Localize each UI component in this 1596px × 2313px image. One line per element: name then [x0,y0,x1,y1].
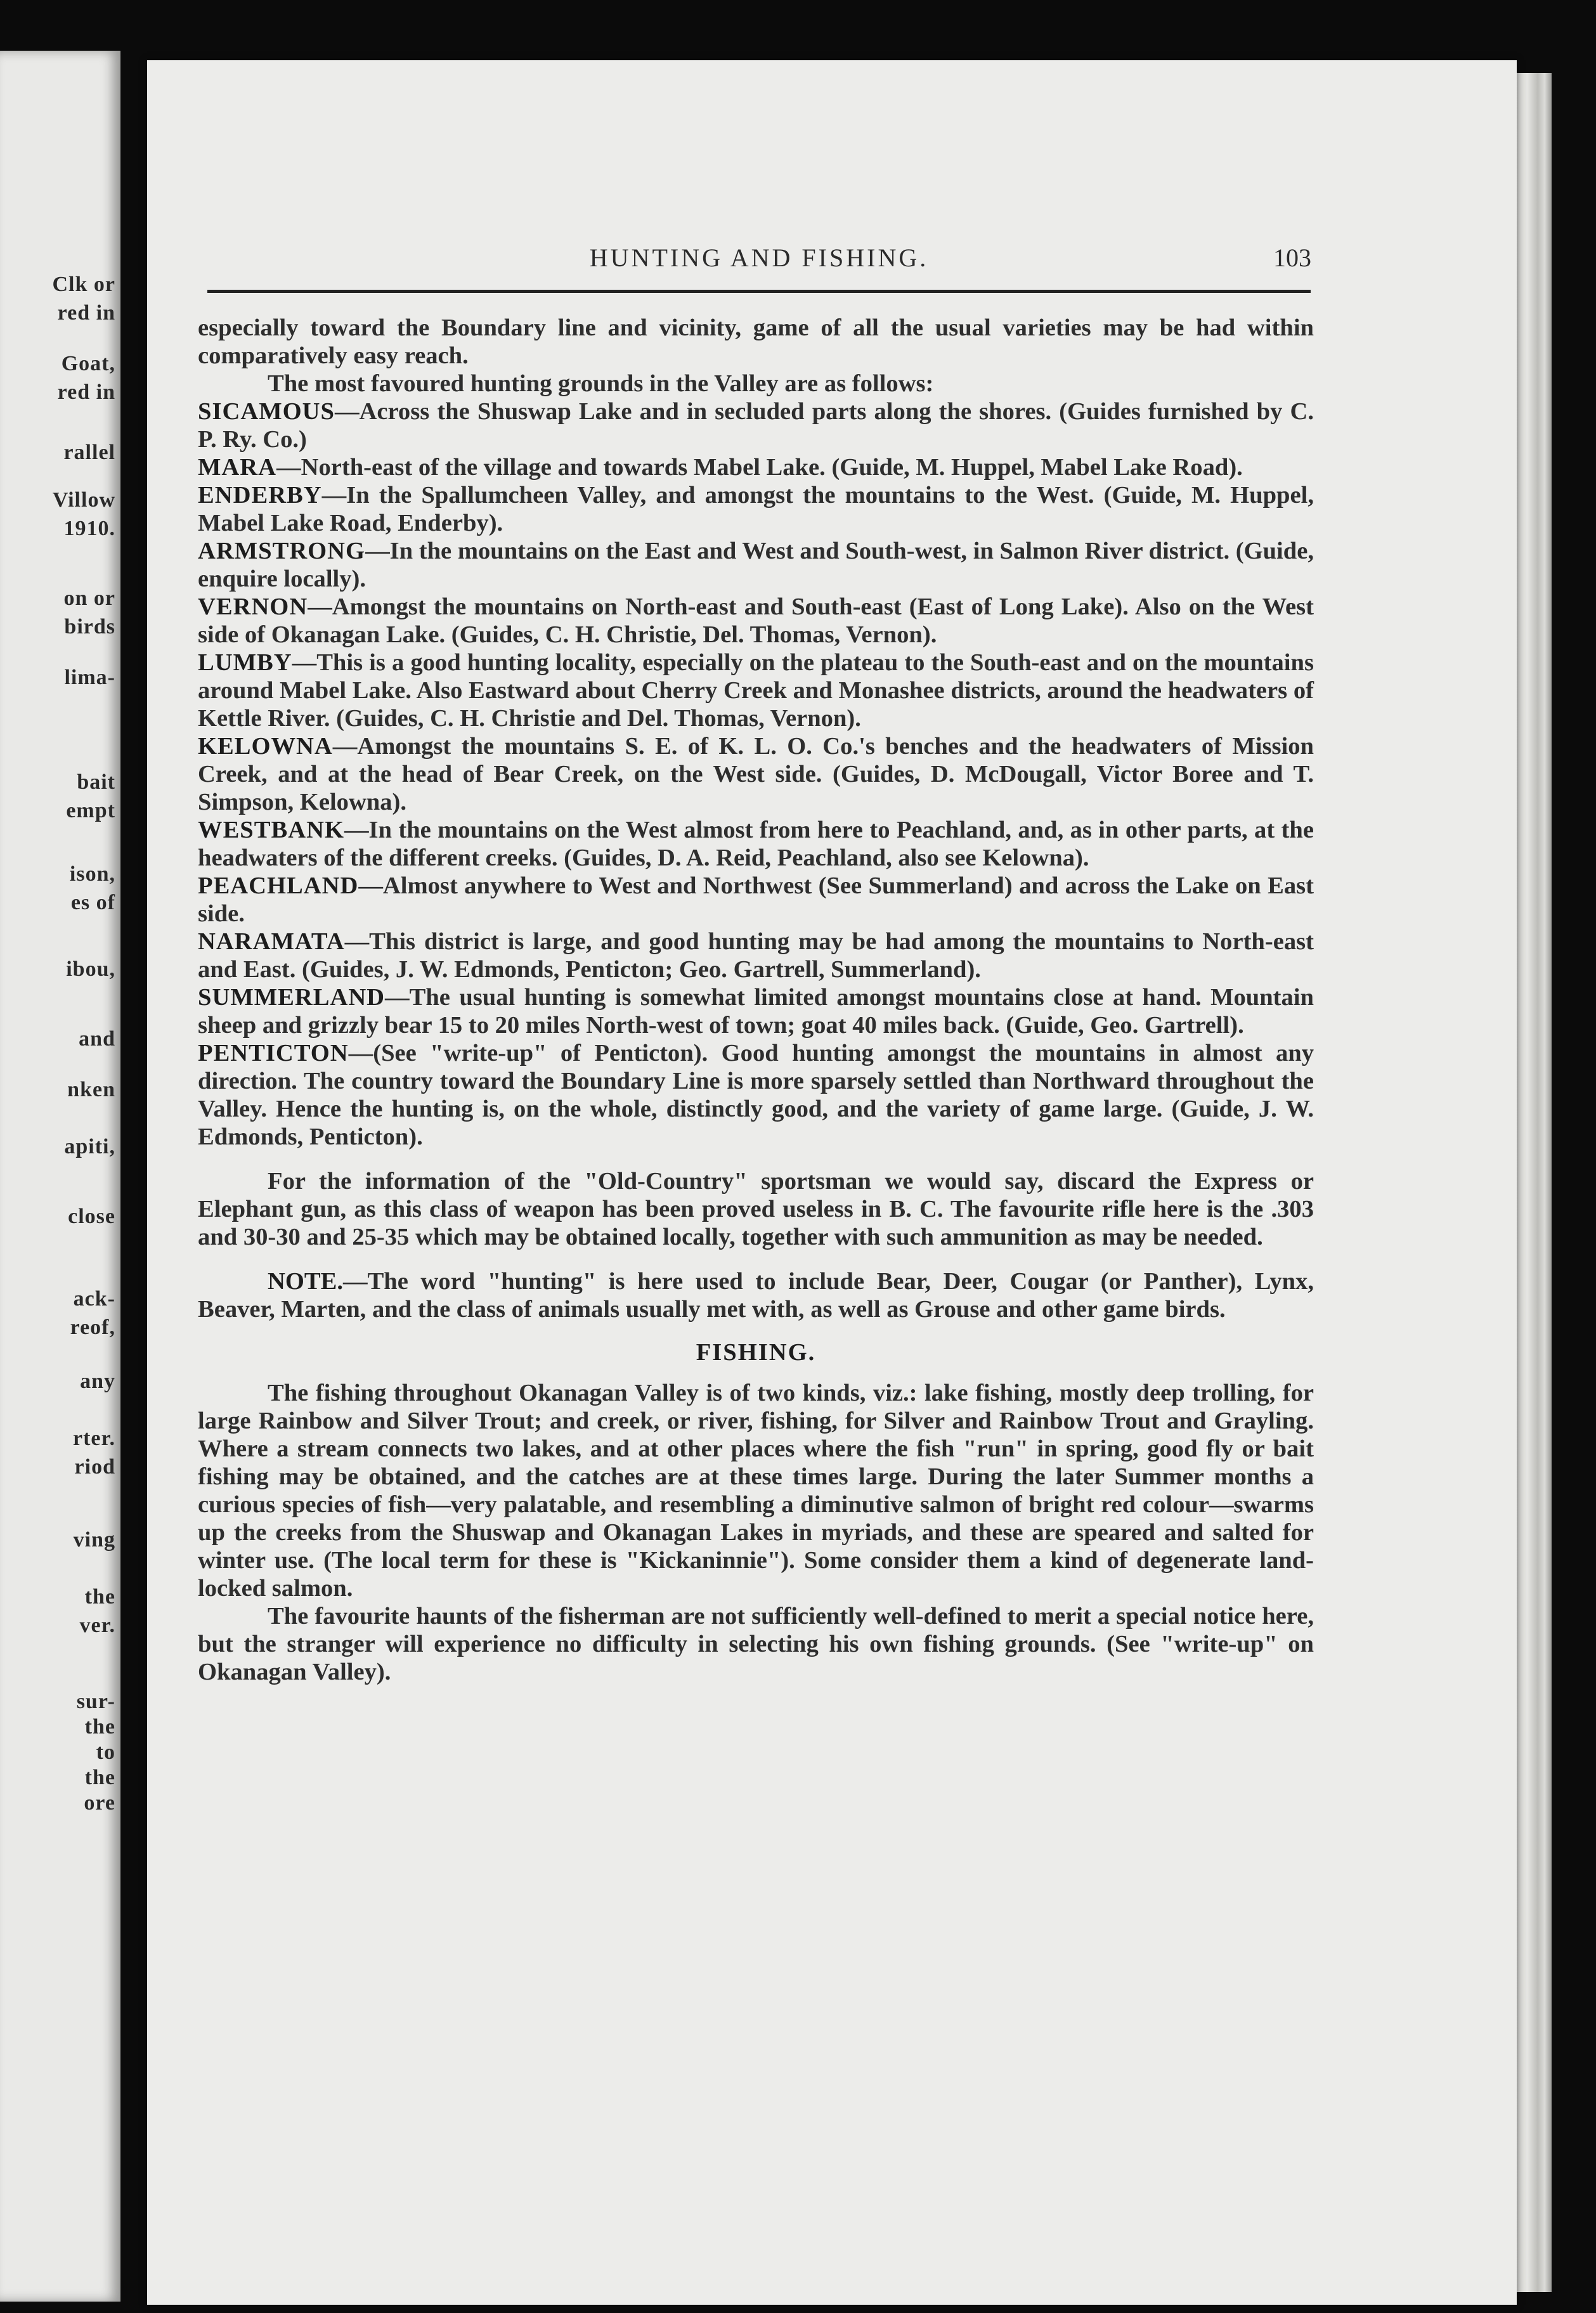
hunting-ground-entry [198,453,1314,481]
intro-paragraph: especially toward the Boundary line and vicinity, game of all the usual varieties may be had within comparatively easy reach. [198,314,1314,369]
place-description: —Amongst the mountains S. E. of K. L. O. Co.'s benches and the headwaters of Mission Creek, and at the head of Bear Creek, on the West side. (Guides, D. McDougall, Victor Boree and T. Simpson, Kelowna). [198,733,1314,815]
place-name: PENTICTON [198,1040,349,1066]
hunting-ground-entry [198,398,1314,453]
place-description: —Almost anywhere to West and Northwest (See Summerland) and across the Lake on East side. [198,872,1314,927]
facing-page-text-fragment: nken [67,1078,115,1101]
hunting-ground-entry [198,928,1314,983]
page-header [207,243,1311,281]
place-name: LUMBY [198,649,292,676]
facing-page-text-fragment: empt [66,799,115,822]
page-number: 103 [1273,243,1311,272]
facing-page-text-fragment: ack- [73,1287,115,1311]
facing-page-text-fragment: ibou, [66,957,115,981]
page-body [198,314,1314,1686]
place-name: SUMMERLAND [198,984,386,1011]
facing-page-edge [0,51,120,2302]
facing-page-text-fragment: es of [70,891,115,914]
fishing-heading: FISHING. [696,1339,816,1366]
facing-page-text-fragment: lima- [64,666,115,689]
hunting-ground-entry [198,872,1314,928]
place-description: —This district is large, and good hunting may be had among the mountains to North-east and East. (Guides, J. W. Edmonds, Penticton; Geo. Gartrell, Summerland). [198,928,1314,983]
place-name: MARA [198,454,276,481]
hunting-ground-entry [198,1039,1314,1151]
place-name: KELOWNA [198,733,333,760]
fishing-paragraph-1: The fishing throughout Okanagan Valley is of two kinds, viz.: lake fishing, mostly deep trolling, for large Rainbow and Silver Trout; and creek, or river, fishing, for Silver and Rainbow Trout and Grayling. Where a stream connects two lakes, and at other places where the fish "run" in spring, good fly or bait fishing may be obtained, and the catches are at these times large. During the later Summer months a curious species of fish—very palatable, and resembling a diminutive salmon of bright red colour—swarms up the creeks from the Shuswap and Okanagan Lakes in myriads, and these are speared and salted for winter use. (The local term for these is "Kickaninnie"). Some consider them a kind of degenerate land-locked salmon. [198,1380,1314,1602]
fishing-paragraph-2: The favourite haunts of the fisherman are not sufficiently well-defined to merit a special notice here, but the stranger will experience no difficulty in selecting his own fishing grounds. (See "write-up" on Okanagan Valley). [198,1603,1314,1685]
facing-page-text-fragment: the [84,1585,115,1609]
place-name: VERNON [198,593,308,620]
facing-page-text-fragment: 1910. [63,517,115,540]
place-description: —This is a good hunting locality, especially on the plateau to the South-east and on the mountains around Mabel Lake. Also Eastward about Cherry Creek and Monashee districts, around the headwaters of Kettle River. (Guides, C. H. Christie and Del. Thomas, Vernon). [198,649,1314,732]
hunting-ground-entry [198,537,1314,593]
hunting-ground-entry [198,649,1314,732]
facing-page-text-fragment: the [84,1715,115,1739]
facing-page-text-fragment: on or [63,586,115,610]
place-name: NARAMATA [198,928,345,955]
hunting-ground-entry [198,481,1314,537]
facing-page-text-fragment: reof, [70,1316,115,1339]
place-name: SICAMOUS [198,398,335,425]
facing-page-text-fragment: Villow [52,488,115,512]
place-description: —In the mountains on the East and West and South-west, in Salmon River district. (Guide, enquire locally). [198,538,1314,592]
place-description: —North-east of the village and towards Mabel Lake. (Guide, M. Huppel, Mabel Lake Road). [276,454,1243,481]
facing-page-text-fragment: any [80,1370,115,1393]
facing-page-text-fragment: red in [57,301,115,325]
facing-page-text-fragment: ver. [79,1614,115,1637]
hunting-grounds-list [198,398,1314,1151]
facing-page-text-fragment: ison, [69,862,115,886]
hunting-ground-entry [198,593,1314,649]
place-name: ARMSTRONG [198,538,366,564]
place-description: —In the Spallumcheen Valley, and amongst the mountains to the West. (Guide, M. Huppel, Mabel Lake Road, Enderby). [198,482,1314,536]
place-name: WESTBANK [198,817,344,843]
note-paragraph [198,1267,1314,1323]
lead-paragraph: The most favoured hunting grounds in the Valley are as follows: [268,370,934,397]
place-description: —In the mountains on the West almost from here to Peachland, and, as in other parts, at the headwaters of the different creeks. (Guides, D. A. Reid, Peachland, also see Kelowna). [198,817,1314,871]
facing-page-text-fragment: ving [73,1528,115,1552]
facing-page-text-fragment: Clk or [52,273,115,296]
sportsman-paragraph: For the information of the "Old-Country" sportsman we would say, discard the Express or Elephant gun, as this class of weapon has been proved useless in B. C. The favourite rifle here is the .303 and 30-30 and 25-35 which may be obtained locally, together with such ammunition as may be needed. [198,1168,1314,1250]
facing-page-text-fragment: birds [64,615,115,638]
facing-page-text-fragment: Goat, [61,352,115,375]
place-description: —The usual hunting is somewhat limited amongst mountains close at hand. Mountain sheep and grizzly bear 15 to 20 miles North-west of town; goat 40 miles back. (Guide, Geo. Gartrell). [198,984,1314,1039]
facing-page-text-fragment: ore [84,1791,115,1815]
place-description: —Amongst the mountains on North-east and South-east (East of Long Lake). Also on the West side of Okanagan Lake. (Guides, C. H. Christie, Del. Thomas, Vernon). [198,593,1314,648]
facing-page-text-fragment: close [68,1205,115,1228]
book-page [147,60,1517,2305]
facing-page-text-fragment: the [84,1766,115,1789]
running-title: HUNTING AND FISHING. [589,243,929,272]
hunting-ground-entry [198,816,1314,872]
facing-page-text-fragment: riod [74,1455,115,1479]
facing-page-text-fragment: sur- [76,1690,115,1713]
place-description: —(See "write-up" of Penticton). Good hunting amongst the mountains in almost any direction. The country toward the Boundary Line is more sparsely settled than Northward throughout the Valley. Hence the hunting is, on the whole, distinctly good, and the variety of game large. (Guide, J. W. Edmonds, Penticton). [198,1040,1314,1150]
note-label: NOTE. [268,1268,343,1295]
place-name: ENDERBY [198,482,322,509]
note-text: —The word "hunting" is here used to include Bear, Deer, Cougar (or Panther), Lynx, Beaver, Marten, and the class of animals usually met with, as well as Grouse and other game birds. [198,1268,1314,1323]
facing-page-text-fragment: apiti, [64,1135,115,1158]
place-name: PEACHLAND [198,872,359,899]
facing-page-text-fragment: and [79,1027,115,1051]
page-stack-edge [1517,73,1552,2292]
hunting-ground-entry [198,983,1314,1039]
header-rule [207,290,1311,293]
place-description: —Across the Shuswap Lake and in secluded parts along the shores. (Guides furnished by C. P. Ry. Co.) [198,398,1314,453]
facing-page-text-fragment: red in [57,380,115,404]
facing-page-text-fragment: rallel [63,441,115,464]
facing-page-text-fragment: rter. [73,1427,115,1450]
facing-page-text-fragment: to [96,1740,115,1764]
hunting-ground-entry [198,732,1314,816]
facing-page-text-fragment: bait [77,770,115,794]
